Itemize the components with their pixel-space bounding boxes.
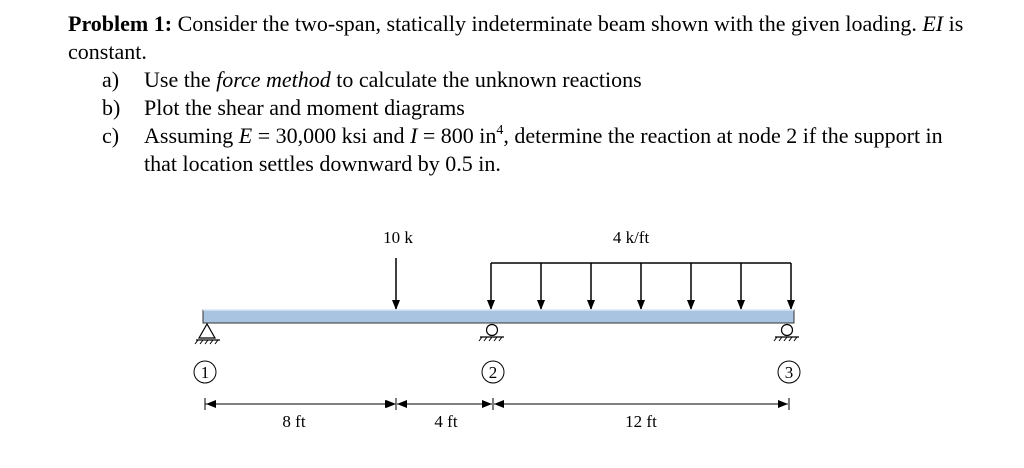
task-text: to calculate the unknown reactions — [330, 67, 642, 92]
node-number: 2 — [488, 363, 498, 382]
task-text: Use the — [144, 67, 217, 92]
task-text: Assuming — [144, 123, 239, 148]
intro-text-1: Consider the two-span, statically indeterminate beam shown with the given loading. — [172, 11, 923, 36]
ei-symbol: EI — [922, 11, 944, 36]
problem-heading: Problem 1: — [68, 11, 173, 36]
task-text: , determine the reaction at node 2 if the support in that location settles downward by 0.5 in. — [144, 123, 943, 176]
span-label: 12 ft — [625, 412, 657, 431]
i-symbol: I — [410, 123, 418, 148]
task-emphasis: force method — [216, 67, 331, 92]
e-symbol: E — [238, 123, 253, 148]
node-label-1 — [194, 361, 216, 383]
span-label: 8 ft — [282, 412, 306, 431]
task-marker: c) — [102, 123, 120, 148]
node-number: 3 — [784, 363, 794, 382]
task-text: = 30,000 ksi and — [252, 123, 411, 148]
distributed-load — [491, 263, 791, 309]
node-label-2 — [482, 361, 504, 383]
task-marker: a) — [102, 67, 120, 92]
dimension-lines — [205, 398, 789, 410]
distributed-load-label: 4 k/ft — [612, 228, 650, 247]
pin-support — [195, 324, 220, 344]
point-load-label: 10 k — [383, 228, 413, 247]
span-label: 4 ft — [434, 412, 458, 431]
roller-support — [479, 325, 504, 342]
task-marker: b) — [102, 95, 121, 120]
node-number: 1 — [200, 363, 210, 382]
node-label-3 — [778, 361, 800, 383]
beam — [203, 310, 794, 323]
roller-support — [774, 325, 799, 342]
task-text: = 800 in — [417, 123, 497, 148]
task-text: Plot the shear and moment diagrams — [144, 95, 465, 120]
exponent: 4 — [496, 123, 504, 138]
intro-text-2: is constant. — [68, 11, 964, 64]
